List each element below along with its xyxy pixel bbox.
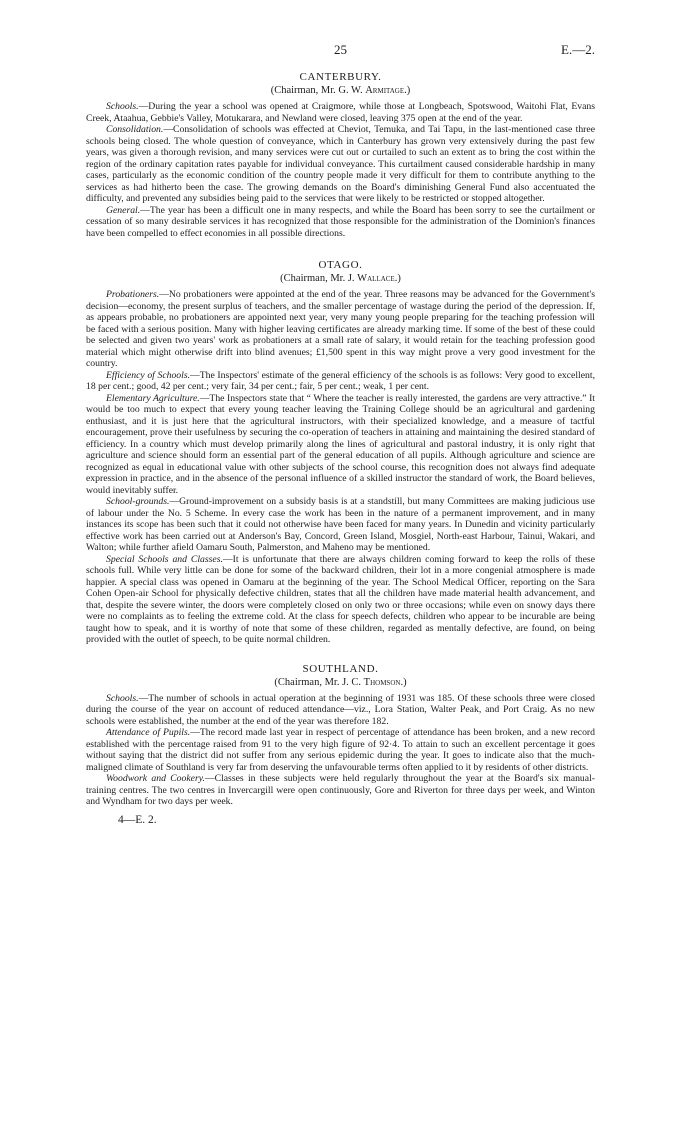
paragraph-text: —It is unfortunate that there are always children coming forward to keep the rolls of these schools full. While very little can be done for some of the backward children, their lot in a more congenial atmosphere is made happier. A special class was opened in Oamaru at the beginning of the year. The School Medical Officer, reporting on the Sara Cohen Open-air School for physically defective children, states that all the children have made material health advancement, and that, despite the severe winter, the doors were completely closed on only two or three occasions; while even on snowy days there were no complaints as to feeling the extreme cold. At the class for speech defects, children who appear to be incurable are being taught how to speak, and it is worthy of note that some of these children, regarded as mentally defective, are found, on being provided with the outlet of speech, to be quite normal children. [86, 553, 595, 645]
paragraph-special-schools [86, 554, 595, 646]
chairman-line [86, 677, 595, 688]
paragraph-heading: Attendance of Pupils. [106, 727, 191, 738]
paragraph-text: —During the year a school was opened at Craigmore, while those at Longbeach, Spotswood, Waitohi Flat, Evans Creek, Ataahua, Gebbie's Valley, Motukarara, and Newland were closed, leaving 375 open at the end of the year. [86, 101, 595, 124]
paragraph-attendance [86, 727, 595, 773]
signature-mark: 4—E. 2. [118, 813, 157, 826]
paragraph-heading: Probationers. [106, 289, 160, 300]
chairman-line [86, 273, 595, 284]
paragraph-text: —The year has been a difficult one in many respects, and while the Board has been sorry to see the curtailment or cessation of so many desirable services it has recognized that those responsible for the administration of the Dominion's finances have been compelled to effect economies in all possible directions. [86, 204, 595, 239]
chairman-name: Wallace [357, 273, 395, 284]
paragraph-heading: Consolidation. [106, 124, 164, 135]
chairman-name: Thomson [363, 676, 401, 688]
paragraph-agriculture [86, 393, 595, 497]
paragraph-text: —Consolidation of schools was effected at Cheviot, Temuka, and Tai Tapu, in the last-mentioned case three schools being closed. The whole question of conveyance, which in Canterbury has grown very extensively during the past few years, was given a thorough revision, and many services were cut out or curtailed to such an extent as to bring the cost within the region of the ordinary capitation rates payable for individual conveyance. This curtailment caused considerable hardship in many cases, particularly as the economic condition of the country people made it very difficult for them to contribute anything to the services as had hitherto been the case. The growing demands on the Board's diminishing General Fund also accentuated the difficulty, and prevented any subsidies being paid to the services that were likely to be restricted or stopped altogether. [86, 124, 595, 204]
chairman-suffix: .) [400, 676, 407, 688]
paragraph-schools [86, 101, 595, 124]
chairman-name: Armitage [365, 85, 405, 96]
paragraph-consolidation [86, 124, 595, 205]
document-reference: E.—2. [561, 42, 595, 57]
running-head [86, 42, 595, 60]
section-title: SOUTHLAND. [302, 662, 379, 675]
paragraph-heading: Schools. [106, 101, 139, 112]
paragraph-text: —Classes in these subjects were held regularly throughout the year at the Board's six manual-training centres. The two centres in Invercargill were open continuously, Gore and Riverton for three days per week, and Winton and Wyndham for two days per week. [86, 773, 595, 807]
section-canterbury [86, 71, 595, 239]
chairman-prefix: (Chairman, Mr. G. W. [270, 85, 366, 96]
paragraph-heading: Woodwork and Cookery. [106, 773, 205, 784]
section-otago [86, 259, 595, 646]
chairman-prefix: (Chairman, Mr. J. [280, 273, 358, 284]
paragraph-school-grounds [86, 496, 595, 554]
paragraph-efficiency [86, 370, 595, 393]
chairman-prefix: (Chairman, Mr. J. C. [274, 676, 364, 688]
paragraph-heading: Efficiency of Schools. [106, 369, 191, 381]
paragraph-woodwork-cookery [86, 773, 595, 808]
paragraph-heading: Elementary Agriculture. [106, 392, 200, 404]
paragraph-probationers [86, 289, 595, 370]
paragraph-heading: Schools. [106, 692, 139, 704]
paragraph-heading: General. [106, 204, 141, 216]
chairman-line [86, 85, 595, 96]
paragraph-schools [86, 693, 595, 728]
paragraph-text: —No probationers were appointed at the end of the year. Three reasons may be advanced for the Government's decision—economy, the present surplus of teachers, and the smaller percentage of wastage during the period of the depression. If, as appears probable, no probationers are appointed next year, very many young people preparing for the teaching profession will be faced with a serious position. Many with higher leaving certificates are already marking time. If some of the best of these could be selected and given two years' work as probationers at a small rate of salary, it would retain for the teaching profession good material which might otherwise drift into blind avenues; £1,500 spent in this way might prove a very good investment for the country. [86, 289, 595, 369]
chairman-suffix: .) [394, 273, 401, 284]
section-southland [86, 663, 595, 808]
chairman-suffix: .) [404, 85, 411, 96]
paragraph-text: —The Inspectors state that “ Where the teacher is really interested, the gardens are very attractive.” It would be too much to expect that every young teacher leaving the Training College should be an agricultural and gardening enthusiast, and it is just here that the agricultural instructors, with their specialized knowledge, and a measure of tactful encouragement, prove their usefulness by securing the co-operation of teachers in attaining and maintaining the desired standard of efficiency. In a country which must develop primarily along the lines of agricultural and pastoral industry, it is only right that agriculture and science should form an essential part of the general education of all pupils. Although agriculture and science are recognized as equal in educational value with other subjects of the school course, this recognition does not always find adequate expression in practice, and in the absence of the personal influence of a skilled instructor the standard of work, the Board believes, would inevitably suffer. [86, 392, 596, 496]
page-number: 25 [334, 42, 347, 57]
paragraph-text: —Ground-improvement on a subsidy basis is at a standstill, but many Committees are making judicious use of labour under the No. 5 Scheme. In every case the work has been in the nature of a permanent improvement, and in many instances its scope has been such that it could not otherwise have been faced for many years. In Dunedin and vicinity particularly effective work has been carried out at Anderson's Bay, Concord, Green Island, Mosgiel, North-east Harbour, Tainui, Wakari, and Walton; while further afield Oamaru South, Palmerston, and Maheno may be mentioned. [86, 496, 595, 553]
paragraph-heading: Special Schools and Classes. [106, 553, 223, 565]
document-page [86, 42, 595, 826]
section-title: CANTERBURY. [299, 71, 382, 83]
section-title: OTAGO. [318, 259, 363, 271]
paragraph-general [86, 205, 595, 240]
paragraph-text: —The Inspectors' estimate of the general efficiency of the schools is as follows: Very good to excellent, 18 per cent.; good, 42 per cent.; very fair, 34 per cent.; fair, 5 per cent.; weak, 1 per cent. [86, 369, 595, 392]
paragraph-heading: School-grounds. [106, 496, 170, 507]
paragraph-text: —The record made last year in respect of percentage of attendance has been broken, and a new record established with the percentage raised from 91 to the very high figure of 92·4. To attain to such an excellent percentage it goes without saying that the district did not suffer from any serious epidemic during the year. It goes to indicate also that the much-maligned climate of Southland is very far from deserving the unfavourable terms often applied to it by residents of other districts. [86, 727, 595, 773]
paragraph-text: —The number of schools in actual operation at the beginning of 1931 was 185. Of these schools three were closed during the course of the year on account of reduced attendance—viz., Lora Station, Walter Peak, and Port Craig. As no new schools were established, the number at the end of the year was therefore 182. [86, 692, 595, 727]
